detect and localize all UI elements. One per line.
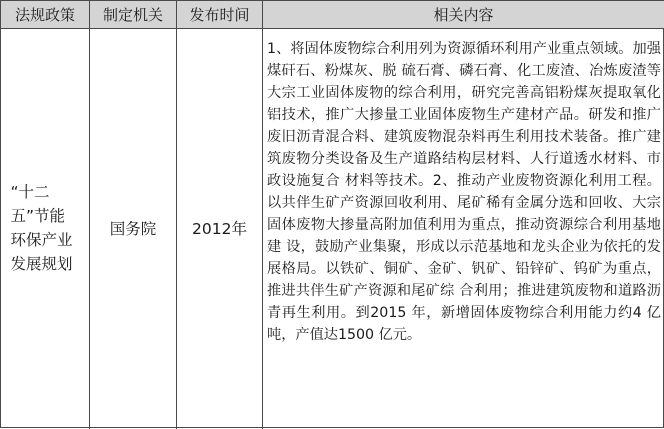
agency-name: 国务院 (109, 220, 157, 238)
header-agency: 制定机关 (90, 1, 176, 29)
policy-name: “十二五”节能环保产业发展规划 (10, 183, 73, 273)
cell-date (177, 29, 262, 427)
release-date: 2012年 (192, 220, 247, 238)
header-content: 相关内容 (263, 1, 664, 29)
column-divider (262, 1, 263, 429)
header-policy: 法规政策 (1, 1, 89, 29)
cell-agency (90, 29, 176, 427)
cell-policy (2, 29, 89, 427)
related-content: 1、将固体废物综合利用列为资源循环利用产业重点领域。加强煤矸石、粉煤灰、脱 硫石膏、磷石膏、化工废渣、冶炼废渣等大宗工业固体废物的综合利用，研究完善高铝粉煤灰提取氧化铝技术，推广大掺量工业固体废物生产建材产品。研发和推广废旧沥青混合料、建筑废物混杂料再生利用技术装备。推广建筑废物分类设备及生产道路结构层材料、人行道透水材料、市政设施复合 材料等技术。2、推动产业废物资源化利用工程。以共伴生矿产资源回收利用、尾矿稀有金属分选和回收、大宗固体废物大掺量高附加值利用为重点，推动资源综合利用基地建 设，鼓励产业集聚，形成以示范基地和龙头企业为依托的发展格局。以铁矿、铜矿、金矿、钒矿、铅锌矿、钨矿为重点，推进共伴生矿产资源和尾矿综 合利用；推进建筑废物和道路沥青再生利用。到2015 年，新增固体废物综合利用能力约4 亿吨，产值达1500 亿元。 (267, 41, 661, 343)
header-date: 发布时间 (177, 1, 262, 29)
